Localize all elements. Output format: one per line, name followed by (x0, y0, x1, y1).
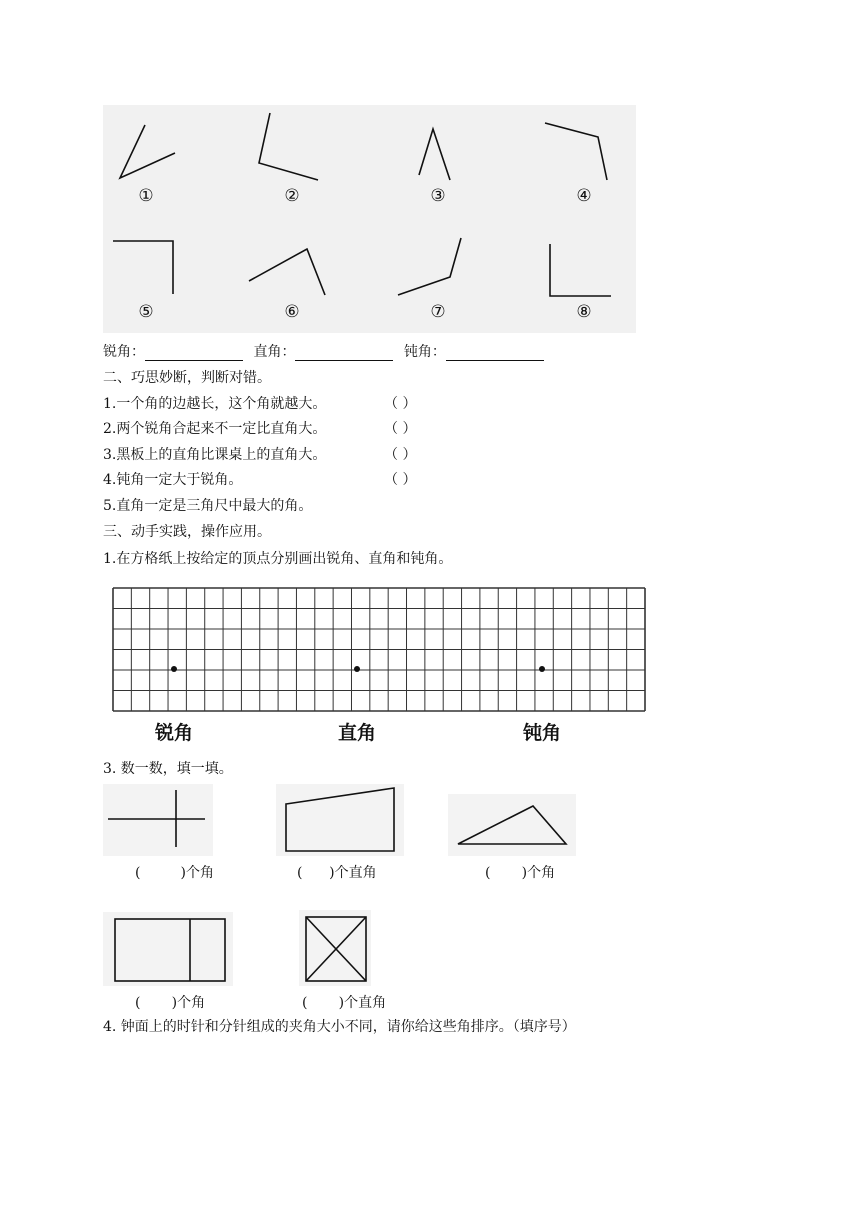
triangle-shape (448, 794, 588, 864)
acute-vertex-dot (171, 666, 177, 672)
angle-8 (550, 244, 611, 296)
judge-item-4: 4.钝角一定大于锐角。 (103, 472, 243, 488)
judge-item-5: 5.直角一定是三角尺中最大的角。 (103, 498, 313, 514)
angle-label-4: ④ (576, 186, 592, 206)
judge-item-1: 1.一个角的边越长，这个角就越大。 (103, 396, 327, 412)
judge-paren-2[interactable]: （ ） (384, 421, 417, 437)
angle-6 (249, 249, 325, 295)
classify-row (103, 343, 550, 361)
angle-5 (113, 241, 173, 294)
acute-label: 锐角： (103, 344, 145, 360)
caption-trapezoid[interactable]: ( )个直角 (297, 865, 377, 881)
obtuse-label: 钝角： (403, 344, 446, 360)
trapezoid-shape (276, 784, 416, 864)
angle-label-2: ② (284, 186, 300, 206)
caption-split-rect[interactable]: ( )个角 (135, 995, 206, 1011)
angle-1 (120, 125, 175, 178)
angle-2 (259, 113, 318, 180)
cross-shape (103, 784, 223, 864)
angle-figures (0, 0, 860, 340)
crossed-square-shape (299, 910, 379, 990)
split-rect-shape (103, 912, 243, 992)
section2-title: 二、巧思妙断，判断对错。 (103, 370, 271, 386)
question-3: 3. 数一数，填一填。 (103, 761, 233, 777)
angle-label-1: ① (138, 186, 154, 206)
grid-label-acute: 锐角 (155, 722, 194, 744)
angle-label-7: ⑦ (430, 302, 446, 322)
grid-label-right: 直角 (338, 722, 377, 744)
grid-label-obtuse: 钝角 (523, 722, 562, 744)
judge-paren-4[interactable]: （ ） (384, 472, 417, 488)
obtuse-vertex-dot (539, 666, 545, 672)
caption-cross[interactable]: ( )个角 (135, 865, 214, 881)
grid-paper[interactable] (0, 585, 860, 725)
caption-crossed-square[interactable]: ( )个直角 (302, 995, 387, 1011)
angle-4 (545, 123, 607, 180)
judge-item-3: 3.黑板上的直角比课桌上的直角大。 (103, 447, 327, 463)
judge-paren-1[interactable]: （ ） (384, 396, 417, 412)
right-vertex-dot (354, 666, 360, 672)
question-4: 4. 钟面上的时针和分针组成的夹角大小不同，请你给这些角排序。（填序号） (103, 1019, 576, 1035)
acute-answer-blank[interactable] (145, 346, 243, 361)
angle-label-6: ⑥ (284, 302, 300, 322)
angle-3 (419, 129, 450, 180)
right-label: 直角： (253, 344, 296, 360)
obtuse-answer-blank[interactable] (446, 346, 544, 361)
judge-paren-3[interactable]: （ ） (384, 447, 417, 463)
section3-title: 三、动手实践，操作应用。 (103, 524, 271, 540)
caption-triangle[interactable]: ( )个角 (485, 865, 556, 881)
angle-label-3: ③ (430, 186, 446, 206)
angle-label-8: ⑧ (576, 302, 592, 322)
angle-7 (398, 238, 461, 295)
judge-item-2: 2.两个锐角合起来不一定比直角大。 (103, 421, 327, 437)
angle-label-5: ⑤ (138, 302, 154, 322)
right-answer-blank[interactable] (295, 346, 393, 361)
question-1: 1.在方格纸上按给定的顶点分别画出锐角、直角和钝角。 (103, 551, 453, 567)
